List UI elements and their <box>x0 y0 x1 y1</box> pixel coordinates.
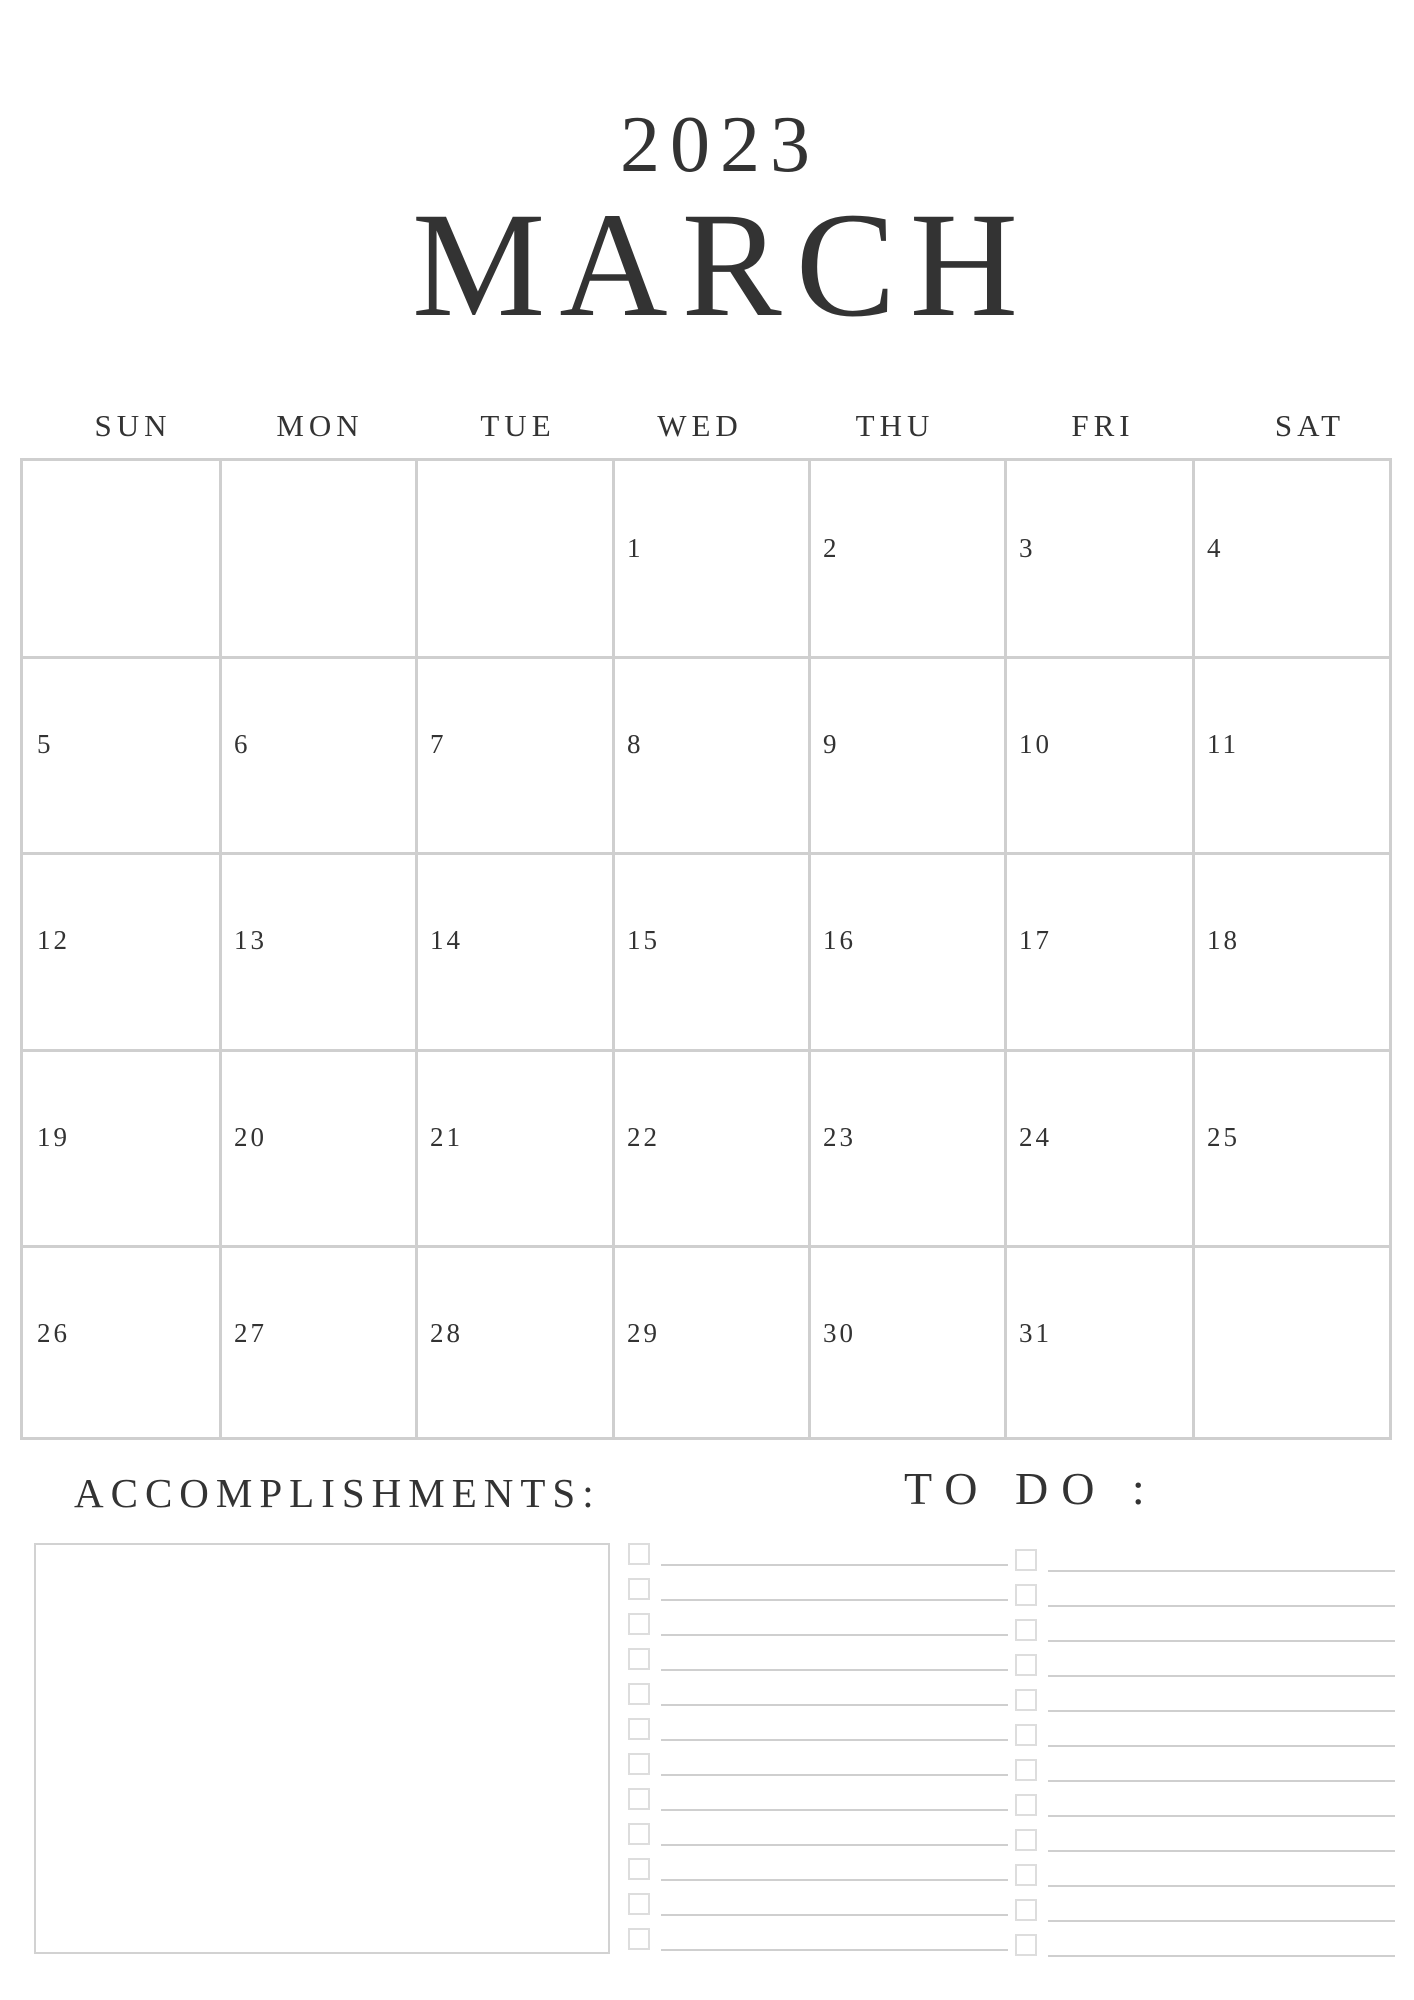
todo-write-line[interactable] <box>661 1634 1008 1636</box>
day-number: 14 <box>430 925 463 955</box>
todo-item <box>628 1823 1008 1849</box>
day-number: 5 <box>37 729 54 759</box>
weekday-label-fri: FRI <box>1071 408 1135 443</box>
todo-write-line[interactable] <box>1048 1780 1395 1782</box>
todo-item <box>1015 1934 1395 1960</box>
todo-write-line[interactable] <box>661 1879 1008 1881</box>
day-number: 4 <box>1207 533 1224 563</box>
day-number: 24 <box>1019 1122 1052 1152</box>
calendar-day-cell[interactable] <box>615 855 807 1048</box>
day-number: 28 <box>430 1318 463 1348</box>
day-number: 3 <box>1019 533 1036 563</box>
day-number: 18 <box>1207 925 1240 955</box>
todo-checkbox[interactable] <box>628 1718 650 1740</box>
day-number: 22 <box>627 1122 660 1152</box>
todo-write-line[interactable] <box>1048 1640 1395 1642</box>
calendar-day-cell[interactable] <box>615 463 807 655</box>
todo-checkbox[interactable] <box>628 1578 650 1600</box>
todo-checkbox[interactable] <box>628 1788 650 1810</box>
calendar-day-cell[interactable] <box>1195 1248 1387 1435</box>
todo-write-line[interactable] <box>661 1739 1008 1741</box>
todo-write-line[interactable] <box>1048 1815 1395 1817</box>
todo-write-line[interactable] <box>661 1774 1008 1776</box>
day-number: 23 <box>823 1122 856 1152</box>
todo-checkbox[interactable] <box>1015 1654 1037 1676</box>
todo-write-line[interactable] <box>1048 1920 1395 1922</box>
calendar-day-cell[interactable] <box>25 855 218 1048</box>
todo-item <box>1015 1794 1395 1820</box>
calendar-day-cell[interactable] <box>222 1052 414 1244</box>
day-number: 20 <box>234 1122 267 1152</box>
calendar-day-cell[interactable] <box>222 1248 414 1435</box>
calendar-day-cell[interactable] <box>1195 463 1387 655</box>
day-number: 26 <box>37 1318 70 1348</box>
todo-checkbox[interactable] <box>1015 1619 1037 1641</box>
todo-item <box>628 1718 1008 1744</box>
day-number: 30 <box>823 1318 856 1348</box>
day-number: 31 <box>1019 1318 1052 1348</box>
todo-write-line[interactable] <box>661 1599 1008 1601</box>
todo-checkbox[interactable] <box>1015 1549 1037 1571</box>
todo-checkbox[interactable] <box>628 1753 650 1775</box>
day-number: 27 <box>234 1318 267 1348</box>
weekday-header-row <box>0 408 1414 448</box>
day-number: 29 <box>627 1318 660 1348</box>
todo-checkbox[interactable] <box>628 1893 650 1915</box>
day-number: 13 <box>234 925 267 955</box>
calendar-day-cell[interactable] <box>418 1248 611 1435</box>
day-number: 11 <box>1207 729 1239 759</box>
day-number: 25 <box>1207 1122 1240 1152</box>
calendar-day-cell[interactable] <box>811 463 1003 655</box>
todo-item <box>628 1543 1008 1569</box>
todo-write-line[interactable] <box>661 1809 1008 1811</box>
day-number: 19 <box>37 1122 70 1152</box>
todo-write-line[interactable] <box>661 1914 1008 1916</box>
todo-item <box>1015 1619 1395 1645</box>
calendar-day-cell[interactable] <box>418 1052 611 1244</box>
todo-checkbox[interactable] <box>628 1648 650 1670</box>
todo-item <box>1015 1724 1395 1750</box>
todo-write-line[interactable] <box>1048 1955 1395 1957</box>
todo-checkbox[interactable] <box>1015 1934 1037 1956</box>
day-number: 16 <box>823 925 856 955</box>
todo-item <box>628 1648 1008 1674</box>
calendar-day-cell[interactable] <box>615 659 807 851</box>
calendar-day-cell[interactable] <box>25 1052 218 1244</box>
day-number: 9 <box>823 729 840 759</box>
todo-checkbox[interactable] <box>628 1823 650 1845</box>
year-heading: 2023 <box>620 101 820 189</box>
calendar-grid <box>20 458 1392 1440</box>
day-number: 1 <box>627 533 644 563</box>
todo-checkbox[interactable] <box>628 1543 650 1565</box>
todo-item <box>1015 1654 1395 1680</box>
calendar-day-cell[interactable] <box>811 1052 1003 1244</box>
todo-write-line[interactable] <box>1048 1570 1395 1572</box>
calendar-day-cell[interactable] <box>25 1248 218 1435</box>
todo-title: TO DO : <box>904 1463 1158 1514</box>
todo-item <box>1015 1759 1395 1785</box>
todo-checkbox[interactable] <box>628 1613 650 1635</box>
calendar-day-cell[interactable] <box>811 1248 1003 1435</box>
calendar-day-cell[interactable] <box>811 659 1003 851</box>
todo-write-line[interactable] <box>1048 1675 1395 1677</box>
todo-item <box>1015 1864 1395 1890</box>
todo-item <box>628 1858 1008 1884</box>
day-number: 12 <box>37 925 70 955</box>
calendar-day-cell[interactable] <box>1195 659 1387 851</box>
todo-checkbox[interactable] <box>1015 1689 1037 1711</box>
day-number: 17 <box>1019 925 1052 955</box>
todo-write-line[interactable] <box>1048 1710 1395 1712</box>
day-number: 15 <box>627 925 660 955</box>
weekday-label-mon: MON <box>276 408 364 443</box>
todo-item <box>628 1683 1008 1709</box>
weekday-label-sat: SAT <box>1274 408 1346 443</box>
calendar-day-cell[interactable] <box>615 1248 807 1435</box>
todo-checkbox[interactable] <box>1015 1899 1037 1921</box>
todo-checkbox[interactable] <box>628 1928 650 1950</box>
todo-item <box>1015 1549 1395 1575</box>
todo-checkbox[interactable] <box>1015 1759 1037 1781</box>
accomplishments-box[interactable] <box>34 1543 610 1954</box>
todo-item <box>628 1613 1008 1639</box>
weekday-label-tue: TUE <box>480 408 556 443</box>
todo-write-line[interactable] <box>661 1949 1008 1951</box>
todo-item <box>628 1753 1008 1779</box>
day-number: 10 <box>1019 729 1052 759</box>
calendar-day-cell[interactable] <box>25 659 218 851</box>
todo-list-right <box>1015 1549 1395 1969</box>
todo-checkbox[interactable] <box>1015 1829 1037 1851</box>
todo-write-line[interactable] <box>661 1704 1008 1706</box>
day-number: 2 <box>823 533 840 563</box>
calendar-day-cell[interactable] <box>1007 659 1191 851</box>
todo-write-line[interactable] <box>661 1844 1008 1846</box>
todo-write-line[interactable] <box>661 1564 1008 1566</box>
day-number: 21 <box>430 1122 463 1152</box>
todo-write-line[interactable] <box>1048 1605 1395 1607</box>
todo-item <box>1015 1689 1395 1715</box>
day-number: 6 <box>234 729 251 759</box>
weekday-label-wed: WED <box>657 408 743 443</box>
calendar-day-cell[interactable] <box>222 659 414 851</box>
todo-item <box>628 1578 1008 1604</box>
calendar-day-cell[interactable] <box>418 463 611 655</box>
calendar-day-cell[interactable] <box>1007 1248 1191 1435</box>
weekday-label-sun: SUN <box>94 408 172 443</box>
todo-write-line[interactable] <box>1048 1850 1395 1852</box>
calendar-day-cell[interactable] <box>25 463 218 655</box>
calendar-day-cell[interactable] <box>222 855 414 1048</box>
todo-item <box>1015 1584 1395 1610</box>
todo-item <box>1015 1829 1395 1855</box>
calendar-day-cell[interactable] <box>222 463 414 655</box>
todo-write-line[interactable] <box>1048 1745 1395 1747</box>
todo-list-left <box>628 1543 1008 1963</box>
todo-item <box>1015 1899 1395 1925</box>
calendar-day-cell[interactable] <box>1007 855 1191 1048</box>
todo-checkbox[interactable] <box>1015 1794 1037 1816</box>
todo-item <box>628 1893 1008 1919</box>
calendar-day-cell[interactable] <box>1007 463 1191 655</box>
day-number: 7 <box>430 729 447 759</box>
todo-item <box>628 1788 1008 1814</box>
accomplishments-title: ACCOMPLISHMENTS: <box>74 1470 601 1516</box>
todo-write-line[interactable] <box>1048 1885 1395 1887</box>
todo-write-line[interactable] <box>661 1669 1008 1671</box>
calendar-day-cell[interactable] <box>418 659 611 851</box>
calendar-day-cell[interactable] <box>1195 1052 1387 1244</box>
day-number: 8 <box>627 729 644 759</box>
todo-checkbox[interactable] <box>1015 1864 1037 1886</box>
calendar-day-cell[interactable] <box>811 855 1003 1048</box>
calendar-day-cell[interactable] <box>615 1052 807 1244</box>
calendar-day-cell[interactable] <box>1195 855 1387 1048</box>
todo-item <box>628 1928 1008 1954</box>
todo-checkbox[interactable] <box>1015 1584 1037 1606</box>
calendar-day-cell[interactable] <box>418 855 611 1048</box>
todo-checkbox[interactable] <box>628 1683 650 1705</box>
todo-checkbox[interactable] <box>628 1858 650 1880</box>
calendar-day-cell[interactable] <box>1007 1052 1191 1244</box>
todo-checkbox[interactable] <box>1015 1724 1037 1746</box>
month-heading: MARCH <box>411 182 1033 348</box>
weekday-label-thu: THU <box>855 408 935 443</box>
